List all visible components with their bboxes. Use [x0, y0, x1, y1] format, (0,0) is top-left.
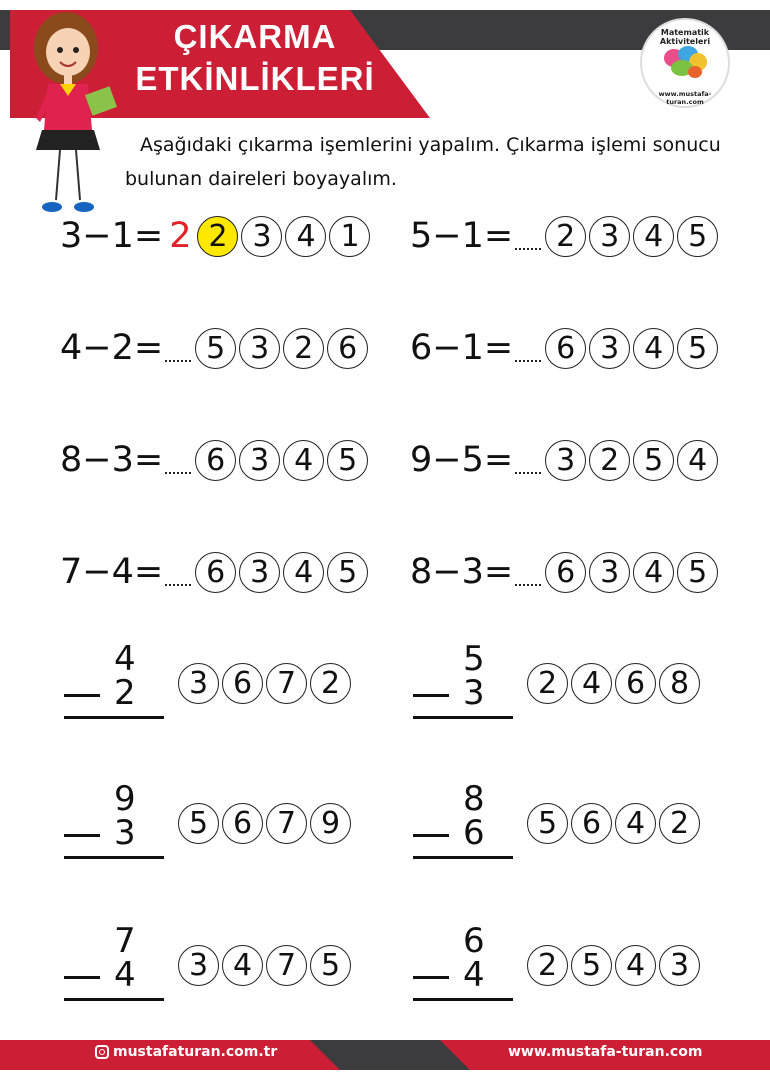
exercise-row: [60, 326, 371, 370]
option-circle[interactable]: 5: [527, 803, 568, 844]
result-line: [64, 998, 164, 1001]
option-circle[interactable]: 9: [310, 803, 351, 844]
option-circle[interactable]: 4: [222, 945, 263, 986]
logo-bottom-text: www.mustafa-turan.com: [658, 90, 712, 106]
option-circle[interactable]: 8: [659, 663, 700, 704]
vertical-problem: [64, 921, 174, 1004]
option-circle[interactable]: 5: [677, 216, 718, 257]
option-circles: [197, 216, 373, 257]
option-circle[interactable]: 6: [327, 328, 368, 369]
option-circles: [178, 945, 354, 986]
brain-icon: [662, 44, 708, 82]
option-circles: [195, 328, 371, 369]
option-circle[interactable]: 6: [195, 440, 236, 481]
option-circle[interactable]: 3: [589, 216, 630, 257]
option-circle[interactable]: 7: [266, 945, 307, 986]
option-circle[interactable]: 3: [178, 945, 219, 986]
option-circle[interactable]: 5: [195, 328, 236, 369]
page-title-line1: ÇIKARMA: [173, 18, 337, 55]
option-circles: [178, 803, 354, 844]
option-circle[interactable]: 6: [615, 663, 656, 704]
option-circles: [195, 552, 371, 593]
expression: 5−1=: [410, 216, 514, 256]
option-circle[interactable]: 4: [677, 440, 718, 481]
option-circle[interactable]: 4: [633, 552, 674, 593]
option-circle[interactable]: 1: [329, 216, 370, 257]
option-circle[interactable]: 7: [266, 663, 307, 704]
option-circle[interactable]: 4: [283, 440, 324, 481]
minuend: 8: [463, 779, 485, 819]
vertical-problem: [413, 639, 523, 722]
option-circle[interactable]: 6: [571, 803, 612, 844]
option-circle[interactable]: 2: [659, 803, 700, 844]
instructions: [125, 128, 745, 196]
option-circle[interactable]: 2: [527, 945, 568, 986]
option-circle[interactable]: 4: [285, 216, 326, 257]
minus-sign: [413, 694, 449, 697]
exercise-row: [60, 214, 373, 258]
exercise-row: [410, 214, 721, 258]
option-circle[interactable]: 4: [633, 328, 674, 369]
answer-value: 2: [169, 216, 192, 256]
option-circles: [527, 663, 703, 704]
option-circle[interactable]: 5: [178, 803, 219, 844]
option-circle[interactable]: 2: [527, 663, 568, 704]
instagram-handle: mustafaturan.com.tr: [113, 1044, 278, 1060]
expression: 9−5=: [410, 440, 514, 480]
minus-sign: [64, 834, 100, 837]
minus-sign: [413, 976, 449, 979]
footer-website-link[interactable]: www.mustafa-turan.com: [508, 1044, 703, 1060]
option-circle[interactable]: 5: [327, 552, 368, 593]
option-circles: [545, 440, 721, 481]
option-circle[interactable]: 2: [283, 328, 324, 369]
instructions-line2: bulunan daireleri boyayalım.: [125, 168, 397, 190]
option-circle[interactable]: 3: [241, 216, 282, 257]
option-circle[interactable]: 3: [589, 328, 630, 369]
subtrahend: 3: [114, 813, 136, 853]
option-circle[interactable]: 4: [283, 552, 324, 593]
answer-blank[interactable]: [515, 446, 541, 474]
option-circle[interactable]: 5: [677, 552, 718, 593]
expression: 7−4=: [60, 552, 164, 592]
option-circle[interactable]: 2: [197, 216, 238, 257]
logo-top-text: Matematik Aktiviteleri: [659, 28, 711, 46]
option-circle[interactable]: 5: [327, 440, 368, 481]
vertical-problem: [413, 921, 523, 1004]
result-line: [64, 716, 164, 719]
answer-blank[interactable]: [515, 558, 541, 586]
option-circle[interactable]: 6: [222, 663, 263, 704]
expression: 4−2=: [60, 328, 164, 368]
option-circle[interactable]: 3: [545, 440, 586, 481]
option-circles: [178, 663, 354, 704]
minus-sign: [413, 834, 449, 837]
option-circle[interactable]: 5: [310, 945, 351, 986]
minus-sign: [64, 694, 100, 697]
exercise-row: [410, 550, 721, 594]
footer-instagram[interactable]: [95, 1044, 277, 1060]
option-circle[interactable]: 6: [222, 803, 263, 844]
option-circles: [195, 440, 371, 481]
minus-sign: [64, 976, 100, 979]
expression: 6−1=: [410, 328, 514, 368]
option-circles: [527, 803, 703, 844]
subtrahend: 4: [114, 955, 136, 995]
option-circle[interactable]: 5: [571, 945, 612, 986]
subtrahend: 2: [114, 673, 136, 713]
option-circle[interactable]: 4: [633, 216, 674, 257]
option-circle[interactable]: 2: [545, 216, 586, 257]
minuend: 4: [114, 639, 136, 679]
option-circle[interactable]: 4: [615, 803, 656, 844]
subtrahend: 4: [463, 955, 485, 995]
answer-blank[interactable]: [515, 222, 541, 250]
vertical-problem: [413, 779, 523, 862]
option-circle[interactable]: 2: [589, 440, 630, 481]
exercise-row: [60, 438, 371, 482]
option-circle[interactable]: 3: [589, 552, 630, 593]
vertical-problem: [64, 639, 174, 722]
option-circles: [545, 216, 721, 257]
option-circle[interactable]: 4: [571, 663, 612, 704]
minuend: 5: [463, 639, 485, 679]
option-circle[interactable]: 7: [266, 803, 307, 844]
exercise-row: [410, 326, 721, 370]
expression: 8−3=: [60, 440, 164, 480]
expression: 8−3=: [410, 552, 514, 592]
result-line: [64, 856, 164, 859]
result-line: [413, 998, 513, 1001]
option-circle[interactable]: 6: [545, 552, 586, 593]
logo-badge: [640, 18, 730, 108]
option-circle[interactable]: 3: [239, 552, 280, 593]
subtrahend: 3: [463, 673, 485, 713]
vertical-problem: [64, 779, 174, 862]
option-circle[interactable]: 5: [633, 440, 674, 481]
exercise-row: [60, 550, 371, 594]
girl-illustration: [18, 0, 138, 225]
expression: 3−1=: [60, 216, 164, 256]
result-line: [413, 856, 513, 859]
minuend: 7: [114, 921, 136, 961]
option-circle[interactable]: 3: [239, 440, 280, 481]
option-circle[interactable]: 3: [659, 945, 700, 986]
result-line: [413, 716, 513, 719]
option-circle[interactable]: 3: [239, 328, 280, 369]
option-circle[interactable]: 3: [178, 663, 219, 704]
answer-blank[interactable]: [165, 446, 191, 474]
minuend: 9: [114, 779, 136, 819]
instructions-line1: Aşağıdaki çıkarma işemlerini yapalım. Çıkarma işlemi sonucu: [140, 134, 721, 156]
answer-blank[interactable]: [515, 334, 541, 362]
option-circles: [527, 945, 703, 986]
option-circle[interactable]: 2: [310, 663, 351, 704]
instagram-icon: [95, 1045, 109, 1059]
option-circle[interactable]: 5: [677, 328, 718, 369]
subtrahend: 6: [463, 813, 485, 853]
page-title-line2: ETKİNLİKLERİ: [135, 60, 375, 97]
option-circles: [545, 328, 721, 369]
option-circle[interactable]: 6: [195, 552, 236, 593]
exercise-row: [410, 438, 721, 482]
answer-blank[interactable]: [165, 558, 191, 586]
option-circle[interactable]: 4: [615, 945, 656, 986]
minuend: 6: [463, 921, 485, 961]
option-circle[interactable]: 6: [545, 328, 586, 369]
answer-blank[interactable]: [165, 334, 191, 362]
option-circles: [545, 552, 721, 593]
